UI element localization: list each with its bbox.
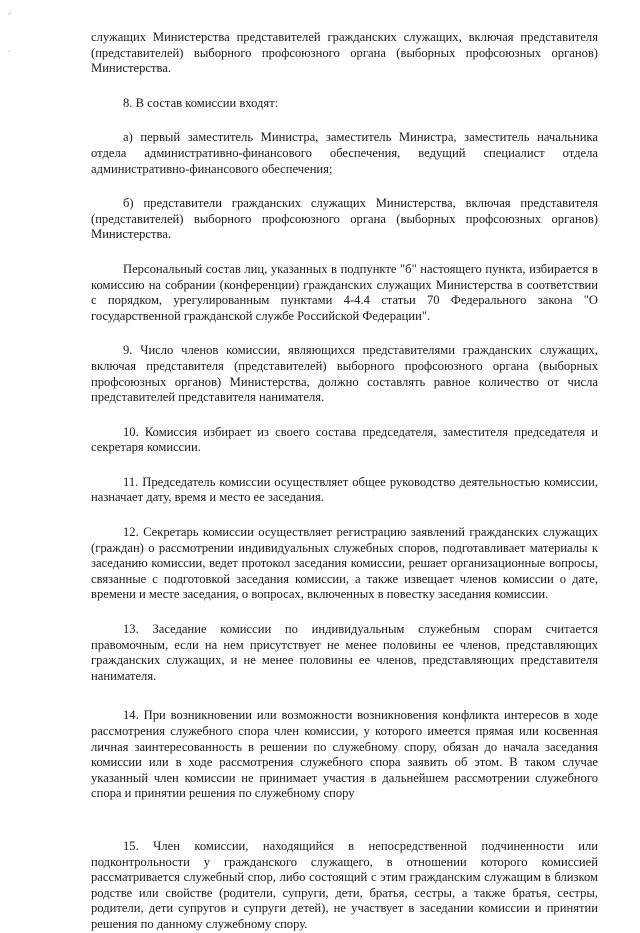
paragraph-personal-composition: Персональный состав лиц, указанных в подпункте "б" настоящего пункта, избирается в комиссию на собрании (конференции) гражданских служащих Министерства в соответствии с порядком, урегулированным пунктами 4-4.4 статьи 70 Федерального закона "О государственной гражданской службе Российской Федерации".	[91, 261, 598, 323]
paragraph-13: 13. Заседание комиссии по индивидуальным служебным спорам считается правомочным, если на нем присутствует не менее половины ее членов, представляющих гражданских служащих, и не менее половины ее членов, представляющих представителя нанимателя.	[91, 622, 598, 683]
paragraph-8: 8. В состав комиссии входят:	[123, 95, 279, 110]
paragraph-9: 9. Число членов комиссии, являющихся представителями гражданских служащих, включая представителя (представителей) выборного профсоюзного органа (выборных профсоюзных органов) Министерства, должно составлять равное количество от числа представителей представителя нанимателя.	[91, 343, 598, 405]
paragraph-8a: а) первый заместитель Министра, заместитель Министра, заместитель начальника отдела административно-финансового обеспечения, ведущий специалист отдела административно-финансового обеспечения;	[91, 130, 598, 176]
scan-mark: ᐟ	[8, 11, 12, 20]
scan-mark: .	[8, 45, 10, 54]
paragraph-15: 15. Член комиссии, находящийся в непосредственной подчиненности или подконтрольности у гражданского служащего, в отношении которого комиссией рассматривается служебный спор, либо состоящий с этим гражданским служащим в близком родстве или свойстве (родители, супруги, дети, братья, сестры, а также братья, сестры, родители, дети супругов и супруги детей), не участвует в заседании комиссии и принятии решения по данному служебному спору.	[91, 838, 598, 931]
paragraph-8b: б) представители гражданских служащих Министерства, включая представителя (представителей) выборного профсоюзного органа (выборных профсоюзных органов) Министерства.	[91, 196, 598, 242]
document-page	[91, 30, 598, 933]
paragraph-14: 14. При возникновении или возможности возникновения конфликта интересов в ходе рассмотрения служебного спора член комиссии, у которого имеется прямая или косвенная личная заинтересованность в решении по служебному спору, обязан до начала заседания комиссии или в ходе рассмотрения служебного спора заявить об этом. В таком случае указанный член комиссии не принимает участия в дальнейшем рассмотрении служебного спора и принятии решения по служебному спору	[91, 708, 598, 801]
paragraph-12: 12. Секретарь комиссии осуществляет регистрацию заявлений гражданских служащих (граждан) о рассмотрении индивидуальных служебных споров, подготавливает материалы к заседанию комиссии, ведет протокол заседания комиссии, решает организационные вопросы, связанные с подготовкой заседания комиссии, а также извещает членов комиссии о дате, времени и месте заседания, о вопросах, включенных в повестку заседания комиссии.	[91, 525, 598, 602]
paragraph-10: 10. Комиссия избирает из своего состава председателя, заместителя председателя и секретаря комиссии.	[91, 424, 598, 455]
paragraph-11: 11. Председатель комиссии осуществляет общее руководство деятельностью комиссии, назначает дату, время и место ее заседания.	[91, 474, 598, 505]
paragraph-continuation: служащих Министерства представителей гражданских служащих, включая представителя (представителей) выборного профсоюзного органа (выборных профсоюзных органов) Министерства.	[91, 30, 598, 76]
